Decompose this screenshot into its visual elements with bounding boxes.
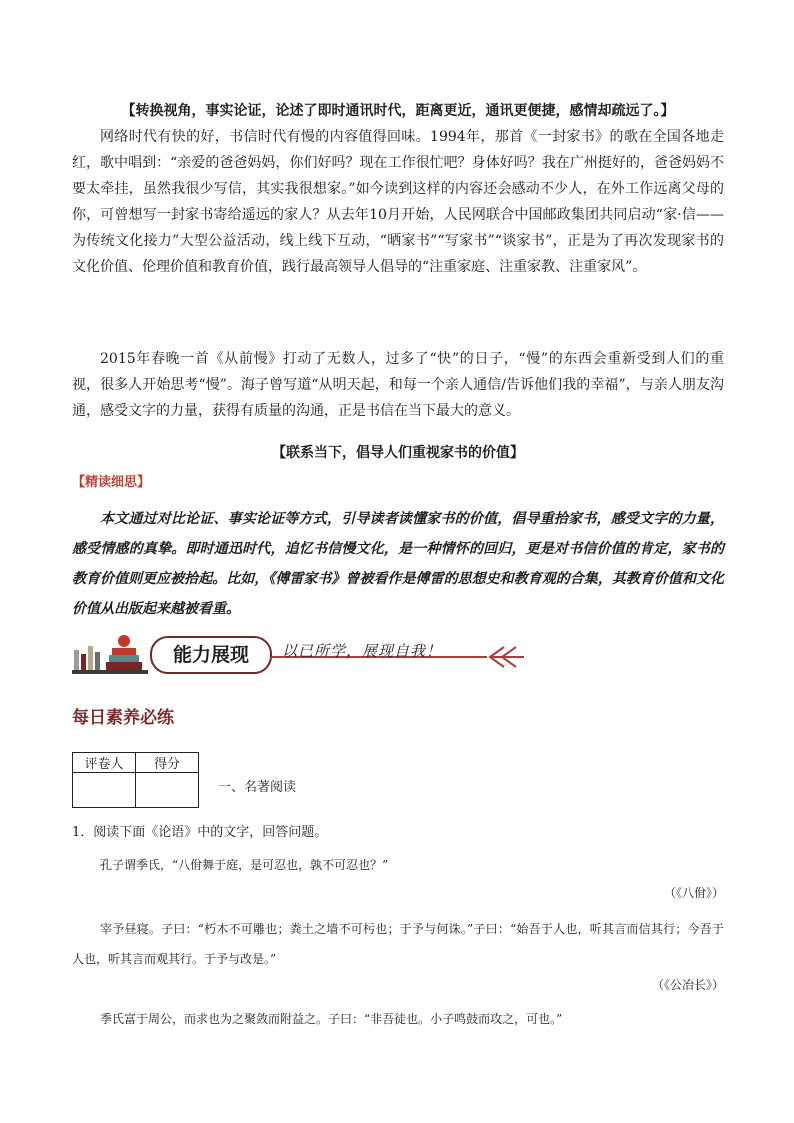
chevron-left-icon [484, 645, 524, 669]
annotation-perspective: 【转换视角，事实论证，论述了即时通讯时代，距离更近，通讯更便捷，感情却疏远了。】 [121, 103, 675, 119]
jingdu-label: 【精读细思】 [72, 475, 151, 490]
annotation-value: 【联系当下，倡导人们重视家书的价值】 [272, 445, 524, 461]
paragraph-letter-era: 网络时代有快的好，书信时代有慢的内容值得回味。1994年，那首《一封家书》的歌在全国各地走红，歌中唱到：“亲爱的爸爸妈妈，你们好吗？现在工作很忙吧？身体好吗？我在广州挺好的，爸爸妈妈不要太牵挂，虽然我很少写信，其实我很想家。”如今读到这样的内容还会感动不少人，在外工作远离父母的你，可曾想写一封家书寄给遥远的家人？从去年10月开始，人民网联合中国邮政集团共同启动“家·信——为传统文化接力”大型公益活动，线上线下互动，“晒家书”“写家书”“谈家书”，正是为了再次发现家书的文化价值、伦理价值和教育价值，践行最高领导人倡导的“注重家庭、注重家教、注重家风”。 [72, 129, 724, 275]
paragraph-slow-era: 2015年春晚一首《从前慢》打动了无数人，过多了“快”的日子，“慢”的东西会重新受到人们的重视，很多人开始思考“慢”。海子曾写道“从明天起，和每一个亲人通信/告诉他们我的幸福”，与亲人朋友沟通，感受文字的力量，获得有质量的沟通，正是书信在当下最大的意义。 [72, 351, 724, 419]
quote-gongyechang: 宰予昼寝。子曰：“朽木不可雕也；粪土之墙不可杇也；于予与何诛。”子曰：“始吾于人也，听其言而信其行；今吾于人也，听其言而观其行。于予与改是。” [72, 922, 724, 966]
score-table [72, 752, 199, 808]
question-1: 1．阅读下面《论语》中的文字，回答问题。 [72, 825, 328, 840]
jingdu-analysis: 本文通过对比论证、事实论证等方式，引导读者读懂家书的价值，倡导重拾家书，感受文字的力量，感受情感的真挚。即时通迅时代，追忆书信慢文化，是一种情怀的回归，更是对书信价值的肯定，家书的教育价值则更应被拾起。比如，《傅雷家书》曾被看作是傅雷的思想史和教育观的合集，其教育价值和文化价值从出版起来越被看重。 [72, 511, 724, 617]
source-bayi: （《八佾》） [663, 886, 724, 900]
section-title: 每日素养必练 [72, 708, 174, 728]
quote-jishi: 季氏富于周公，而求也为之聚敛而附益之。子曰：“非吾徒也。小子鸣鼓而攻之，可也。” [100, 1012, 563, 1026]
score-table-grader-cell[interactable] [73, 773, 136, 808]
banner-title: 能力展现 [150, 636, 272, 674]
quote-bayi: 孔子谓季氏，“八佾舞于庭，是可忍也，孰不可忍也？” [100, 858, 389, 872]
ability-banner [72, 630, 532, 676]
source-gongyechang: （《公冶长》） [651, 978, 724, 992]
banner-slogan: 以已所学，展现自我！ [282, 642, 443, 660]
score-table-score-header: 得分 [136, 753, 199, 773]
score-table-score-cell[interactable] [136, 773, 199, 808]
score-table-grader-header: 评卷人 [73, 753, 136, 773]
books-icon [72, 630, 148, 676]
question-type: 一、名著阅读 [218, 780, 297, 795]
